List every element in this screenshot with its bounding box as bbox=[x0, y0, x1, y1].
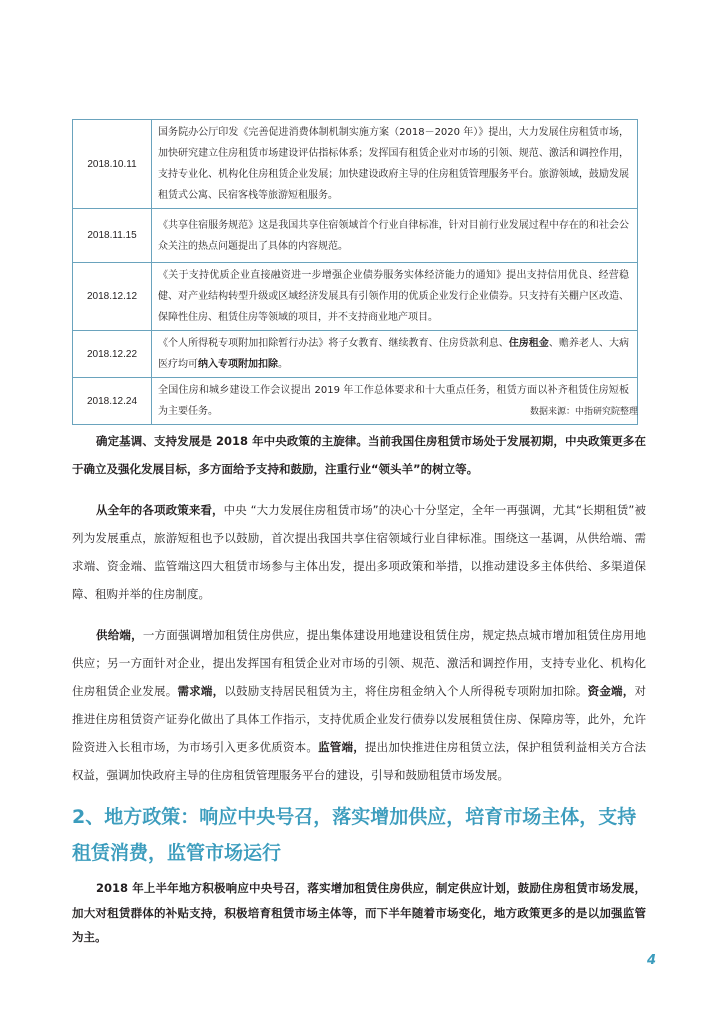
paragraph-annual-policies: 从全年的各项政策来看，中央 “大力发展住房租赁市场”的决心十分坚定，全年一再强调，尤其“长期租赁”被列为发展重点，旅游短租也予以鼓励，首次提出我国共享住宿领域行业自律标准。围绕这一基调，从供给端、需求端、资金端、监管端这四大租赁市场参与主体出发，提出多项政策和举措，以推动建设多主体供给、多渠道保障、租购并举的住房制度。 bbox=[72, 503, 646, 601]
row-description: 《个人所得税专项附加扣除暂行办法》将子女教育、继续教育、住房贷款利息、住房租金、赡养老人、大病医疗均可纳入专项附加扣除。 bbox=[152, 331, 638, 378]
row-description: 全国住房和城乡建设工作会议提出 2019 年工作总体要求和十大重点任务，租赁方面以补齐租赁住房短板为主要任务。 bbox=[152, 378, 638, 425]
row-date: 2018.12.12 bbox=[73, 263, 152, 331]
row-description: 《关于支持优质企业直接融资进一步增强企业债券服务实体经济能力的通知》提出支持信用优良、经营稳健、对产业结构转型升级或区域经济发展具有引领作用的优质企业发行企业债券。只支持有关棚户区改造、保障性住房、租赁住房等领域的项目，并不支持商业地产项目。 bbox=[152, 263, 638, 331]
table-row bbox=[73, 263, 638, 331]
label-supply-end: 供给端， bbox=[96, 628, 143, 642]
table-row bbox=[73, 331, 638, 378]
page-number: 4 bbox=[646, 953, 656, 968]
table-row bbox=[73, 378, 638, 425]
row-description: 国务院办公厅印发《完善促进消费体制机制实施方案（2018－2020 年）》提出，大力发展住房租赁市场，加快研究建立住房租赁市场建设评估指标体系；发挥国有租赁企业对市场的引领、规范、激活和调控作用，支持专业化、机构化住房租赁企业发展；加快建设政府主导的住房租赁管理服务平台。旅游领域，鼓励发展租赁式公寓、民宿客栈等旅游短租服务。 bbox=[152, 120, 638, 209]
row-date: 2018.12.24 bbox=[73, 378, 152, 425]
table-row bbox=[73, 120, 638, 209]
paragraph-local-policies: 2018 年上半年地方积极响应中央号召，落实增加租赁住房供应，制定供应计划，鼓励住房租赁市场发展，加大对租赁群体的补贴支持，积极培育租赁市场主体等，而下半年随着市场变化，地方政策更多的是以加强监管为主。 bbox=[72, 881, 646, 944]
data-source-note: 数据来源：中指研究院整理 bbox=[529, 407, 638, 417]
policy-table bbox=[72, 119, 638, 425]
paragraph-four-ends: 供给端，一方面强调增加租赁住房供应，提出集体建设用地建设租赁住房，规定热点城市增加租赁住房用地供应；另一方面针对企业，提出发挥国有租赁企业对市场的引领、规范、激活和调控作用，支持专业化、机构化住房租赁企业发展。需求端，以鼓励支持居民租赁为主，将住房租金纳入个人所得税专项附加扣除。资金端，对推进住房租赁资产证券化做出了具体工作指示，支持优质企业发行债券以发展租赁住房、保障房等，此外，允许险资进入长租市场，为市场引入更多优质资本。监管端，提出加快推进住房租赁立法，保护租赁利益相关方合法权益，强调加快政府主导的住房租赁管理服务平台的建设，引导和鼓励租赁市场发展。 bbox=[72, 628, 646, 782]
table-row bbox=[73, 209, 638, 263]
paragraph-central-tone: 确定基调、支持发展是 2018 年中央政策的主旋律。当前我国住房租赁市场处于发展初期，中央政策更多在于确立及强化发展目标，多方面给予支持和鼓励，注重行业“领头羊”的树立等。 bbox=[72, 434, 646, 476]
row-date: 2018.12.22 bbox=[73, 331, 152, 378]
label-capital-end: 资金端， bbox=[587, 684, 635, 698]
paragraph-lead: 从全年的各项政策来看， bbox=[96, 503, 224, 517]
label-demand-end: 需求端， bbox=[177, 684, 225, 698]
label-regulation-end: 监管端， bbox=[318, 740, 365, 754]
row-date: 2018.10.11 bbox=[73, 120, 152, 209]
row-date: 2018.11.15 bbox=[73, 209, 152, 263]
section-title: 2、地方政策：响应中央号召，落实增加供应，培育市场主体，支持租赁消费，监管市场运行 bbox=[72, 806, 637, 864]
row-description: 《共享住宿服务规范》这是我国共享住宿领域首个行业自律标准，针对目前行业发展过程中存在的和社会公众关注的热点问题提出了具体的内容规范。 bbox=[152, 209, 638, 263]
